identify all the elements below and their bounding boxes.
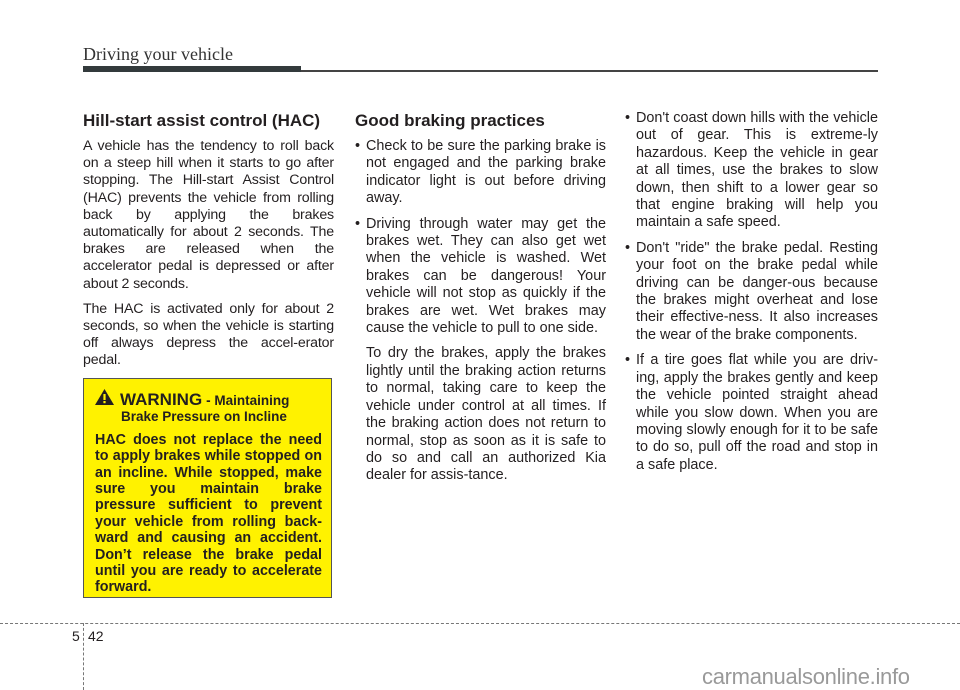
- watermark: carmanualsonline.info: [702, 664, 910, 689]
- list-item: • Don't coast down hills with the vehicle out of gear. This is extreme-ly hazardous. Keep the vehicle in gear at all times, use the brakes to slow down, then shift to a lower gear so that engine braking will help you maintain a safe speed.: [625, 110, 878, 232]
- section-heading-braking: Good braking practices: [355, 111, 545, 130]
- list-item: • If a tire goes flat while you are driv-ing, apply the brakes gently and keep the vehicle pointed straight ahead while you slow down. When you are moving slowly enough for it to be safe to do so, pull off the road and stop in a safe place.: [625, 352, 878, 474]
- column-braking-cont: [625, 110, 878, 482]
- warning-subtitle: - Maintaining: [206, 393, 290, 408]
- page-number: 42: [88, 628, 104, 644]
- paragraph: A vehicle has the tendency to roll back on a steep hill when it starts to go after stopping. The Hill-start Assist Control (HAC) prevents the vehicle from rolling back by applying the brakes automatically for about 2 seconds. The brakes are released when the accelerator pedal is depressed or after about 2 seconds.: [83, 138, 334, 292]
- header-bar: [83, 66, 301, 72]
- warning-triangle-icon: [95, 389, 114, 405]
- warning-body: HAC does not replace the need to apply brakes while stopped on an incline. While stopped, make sure you maintain brake pressure sufficient to prevent your vehicle from rolling back-ward and causing an accident. Don’t release the brake pedal until you are ready to accelerate forward.: [95, 431, 322, 596]
- list-item: • Don't "ride" the brake pedal. Resting your foot on the brake pedal while driving can be danger-ous because the brakes might overheat and lose their effective-ness. It also increases the wear of the brake components.: [625, 240, 878, 344]
- warning-subtitle-line2: Brake Pressure on Incline: [121, 409, 287, 425]
- warning-label: WARNING: [120, 390, 203, 409]
- page-header-title: Driving your vehicle: [83, 44, 233, 64]
- column-hac: [83, 110, 334, 378]
- section-heading-hac: Hill-start assist control (HAC): [83, 111, 321, 130]
- warning-box: [83, 378, 332, 598]
- section-number: 5: [72, 628, 80, 644]
- list-item: • Check to be sure the parking brake is not engaged and the parking brake indicator light is out before driving away.: [355, 138, 606, 208]
- paragraph: To dry the brakes, apply the brakes lightly until the braking action returns to normal, taking care to keep the vehicle under control at all times. If the braking action does not return to normal, stop as soon as it is safe to do so and call an authorized Kia dealer for assis-tance.: [366, 345, 606, 484]
- footer-divider: [83, 623, 84, 690]
- paragraph: The HAC is activated only for about 2 seconds, so when the vehicle is starting off always depress the accel-erator pedal.: [83, 300, 334, 369]
- column-braking: [355, 110, 606, 493]
- header-rule: [301, 70, 878, 72]
- footer-rule: [0, 623, 960, 624]
- list-item: • Driving through water may get the brakes wet. They can also get wet when the vehicle is washed. Wet brakes can be dangerous! Your vehicle will not stop as quickly if the brakes are wet. Wet brakes may cause the vehicle to pull to one side.: [355, 216, 606, 338]
